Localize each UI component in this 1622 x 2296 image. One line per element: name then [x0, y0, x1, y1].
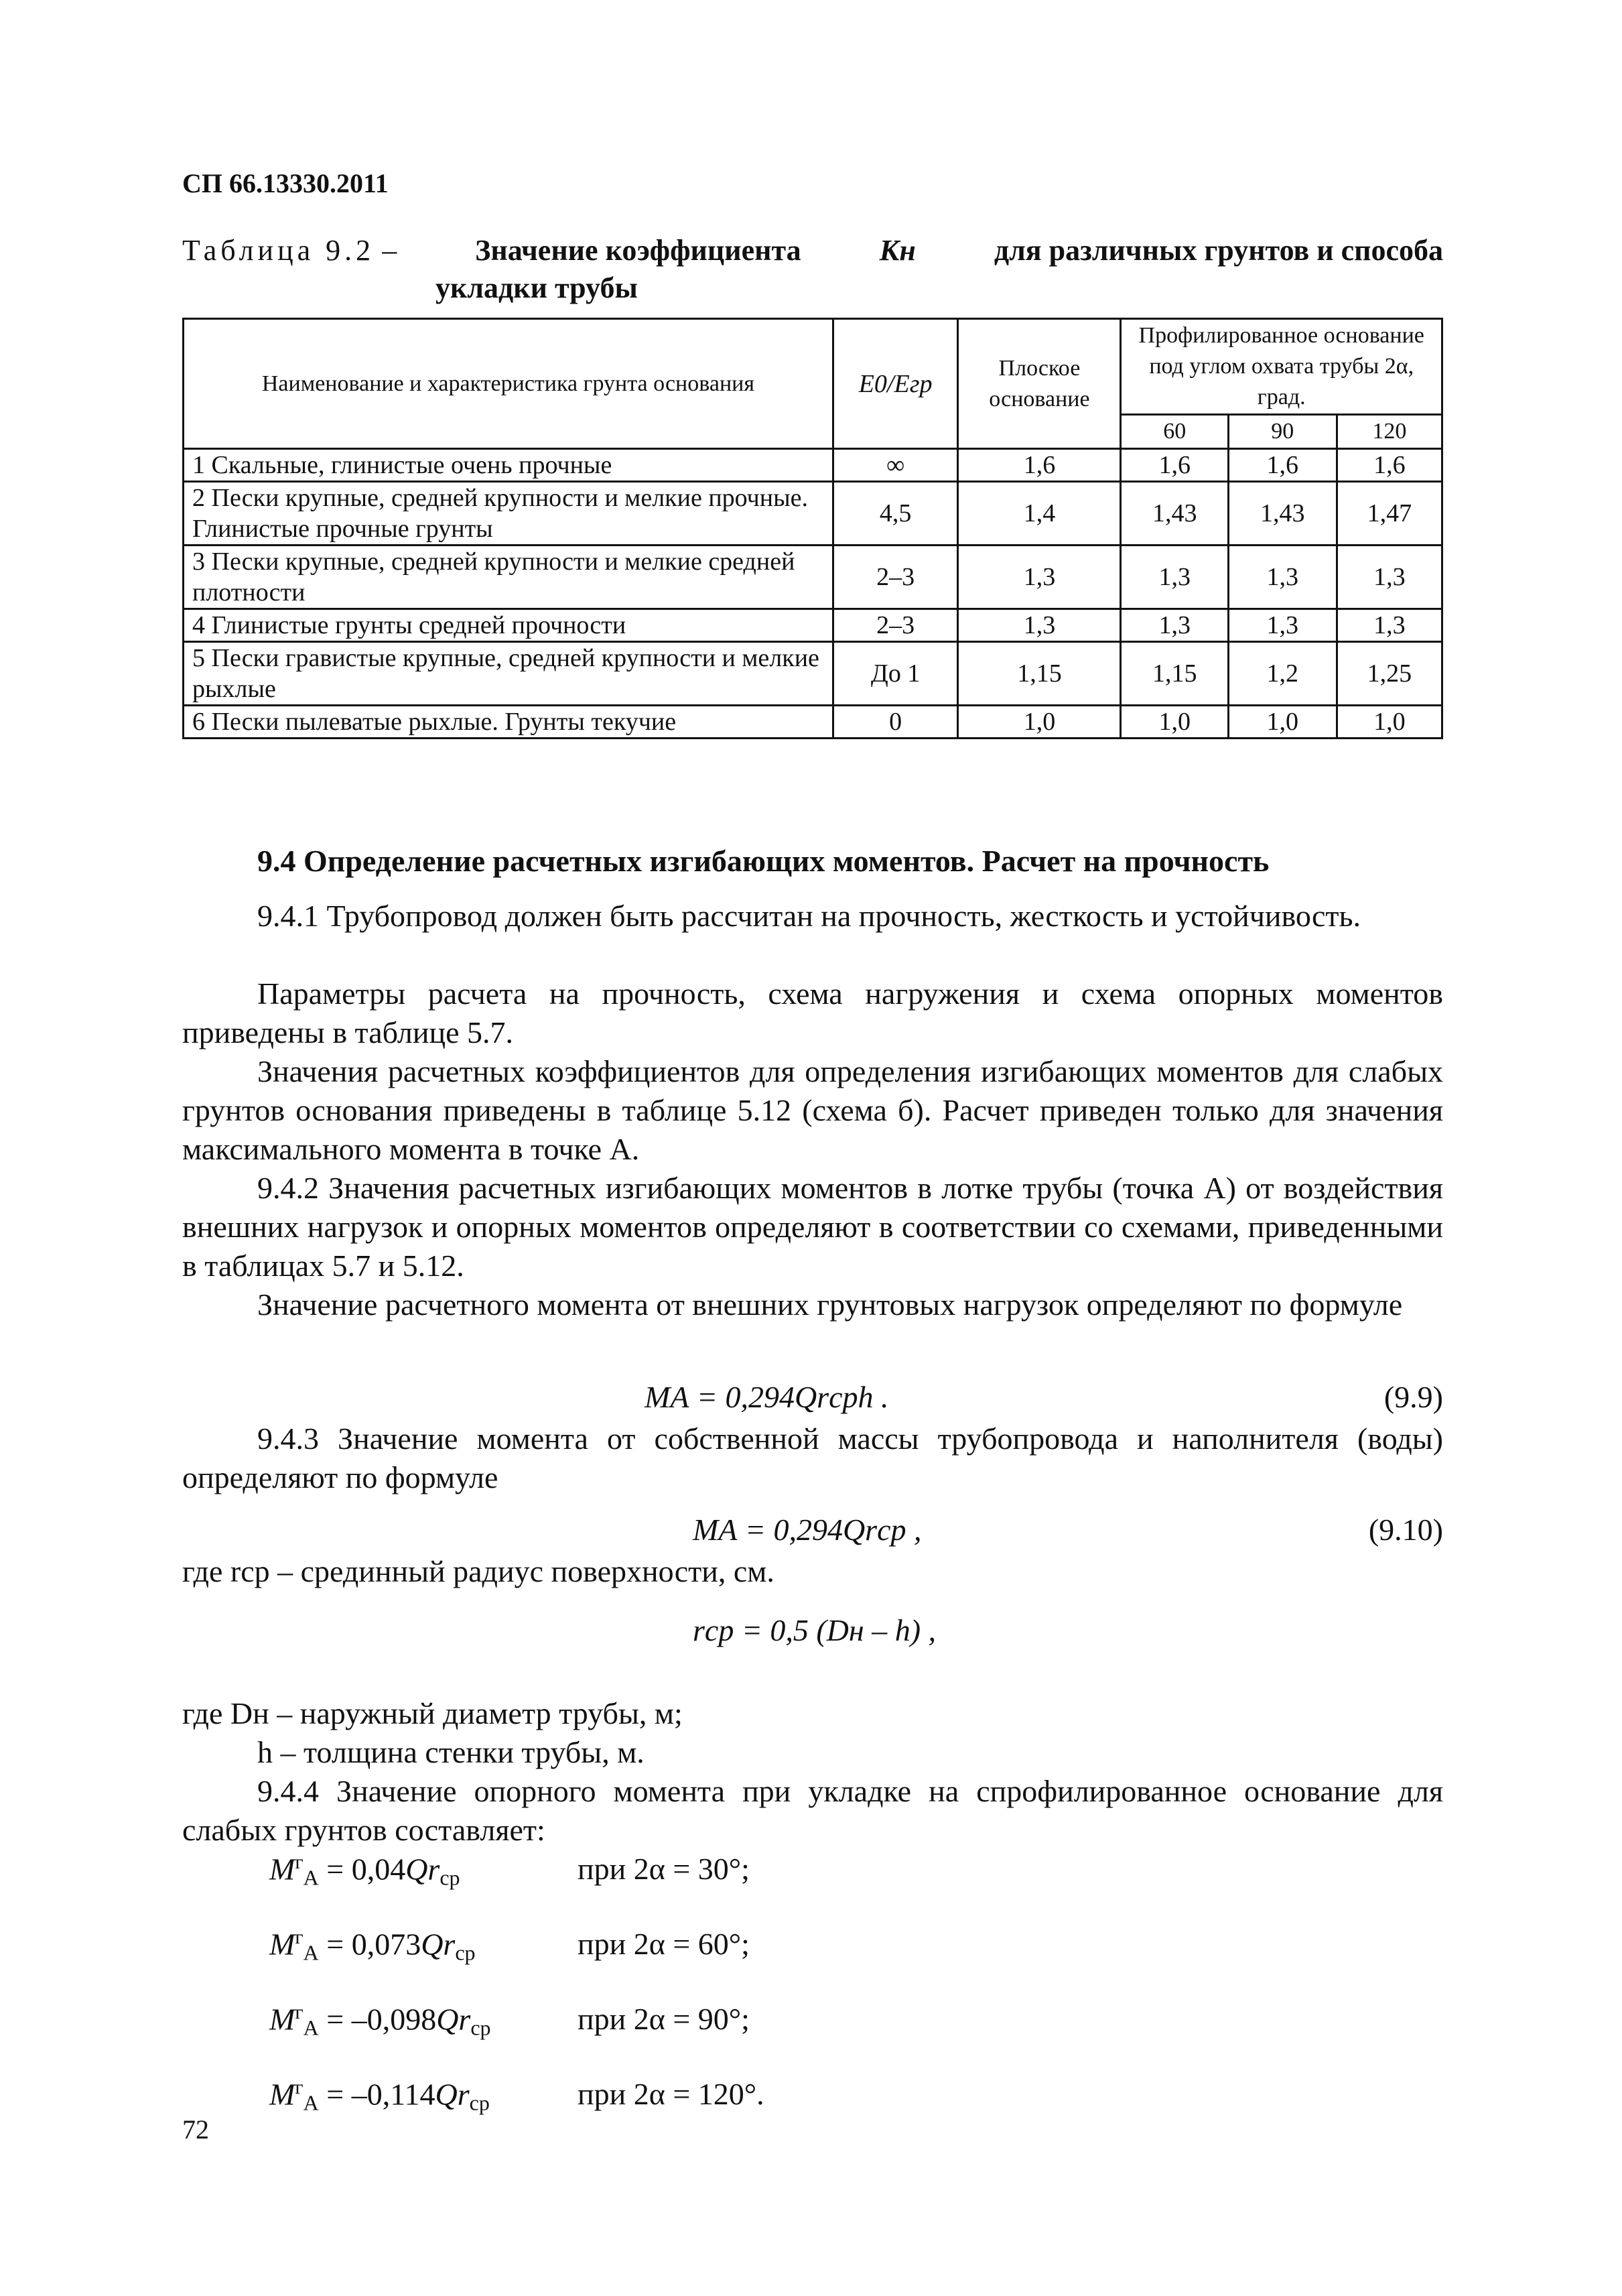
cell-name: 5 Пески гравистые крупные, средней крупности и мелкие рыхлые — [184, 642, 833, 706]
table-row — [184, 609, 1442, 642]
formula-9-10: MА = 0,294Qrср , — [693, 1513, 922, 1547]
cell-ratio: ∞ — [833, 449, 958, 482]
cell-a60: 1,43 — [1121, 482, 1229, 546]
cell-flat: 1,15 — [958, 642, 1121, 706]
formula-9-9-number: (9.9) — [1383, 1380, 1443, 1414]
cell-name: 6 Пески пылеватые рыхлые. Грунты текучие — [184, 706, 833, 739]
cell-ratio: 4,5 — [833, 482, 958, 546]
formula-9-10-number: (9.10) — [1368, 1513, 1443, 1547]
cell-name: 1 Скальные, глинистые очень прочные — [184, 449, 833, 482]
cell-a90: 1,43 — [1228, 482, 1337, 546]
moment-row: $M^г_А = -0,114Qr_{ср}$ при 2α = 120°. — [269, 2076, 764, 2115]
coefficient-table — [182, 318, 1443, 739]
cell-a60: 1,15 — [1121, 642, 1229, 706]
paragraph-9-4-3: 9.4.3 Значение момента от собственной массы трубопровода и наполнителя (воды) определяют по формуле — [182, 1421, 1443, 1494]
table-row — [184, 482, 1442, 546]
cell-a60: 1,6 — [1121, 449, 1229, 482]
moment-condition: при 2α = 120°. — [578, 2077, 764, 2112]
header-flat-base: Плоское основание — [958, 319, 1121, 449]
header-angle-90: 90 — [1228, 415, 1337, 449]
moment-condition: при 2α = 90°; — [578, 2002, 750, 2037]
page-number: 72 — [182, 2114, 209, 2145]
moment-coef: –0,098 — [351, 2002, 437, 2037]
cell-flat: 1,4 — [958, 482, 1121, 546]
cell-a120: 1,47 — [1337, 482, 1442, 546]
moment-condition: при 2α = 30°; — [578, 1852, 750, 1887]
table-row — [184, 642, 1442, 706]
table-caption-text-b: для различных грунтов и способа — [994, 234, 1443, 267]
section-heading: 9.4 Определение расчетных изгибающих моментов. Расчет на прочность — [257, 844, 1270, 878]
header-modulus-ratio: E0/Eгр — [833, 319, 958, 449]
table-caption — [182, 232, 1443, 307]
paragraph-h-definition: h – толщина стенки трубы, м. — [257, 1735, 645, 1769]
cell-flat: 1,3 — [958, 546, 1121, 609]
paragraph-r-definition: где rср – срединный радиус поверхности, см. — [182, 1554, 774, 1588]
moment-row: $M^г_А = -0,098Qr_{ср}$ при 2α = 90°; — [269, 2001, 750, 2040]
cell-a120: 1,25 — [1337, 642, 1442, 706]
paragraph-parameters: Параметры расчета на прочность, схема нагружения и схема опорных моментов приведены в таблице 5.7. — [182, 976, 1443, 1049]
cell-flat: 1,0 — [958, 706, 1121, 739]
header-angle-60: 60 — [1121, 415, 1229, 449]
paragraph-9-4-2: 9.4.2 Значения расчетных изгибающих моментов в лотке трубы (точка А) от воздействия внешних нагрузок и опорных моментов определяют в соответствии со схемами, приведенными в таблицах 5.7 и 5.12. — [182, 1171, 1443, 1283]
cell-a60: 1,3 — [1121, 546, 1229, 609]
cell-a60: 1,0 — [1121, 706, 1229, 739]
table-caption-text-a: Значение коэффициента — [475, 234, 801, 267]
moment-condition: при 2α = 60°; — [578, 1927, 750, 1962]
cell-a90: 1,6 — [1228, 449, 1337, 482]
formula-r-mean: rср = 0,5 (Dн – h) , — [693, 1613, 937, 1647]
paragraph-formula-intro: Значение расчетного момента от внешних грунтовых нагрузок определяют по формуле — [257, 1287, 1403, 1322]
table-row — [184, 546, 1442, 609]
paragraph-coefficients: Значения расчетных коэффициентов для определения изгибающих моментов для слабых грунтов основания приведены в таблице 5.12 (схема б). Расчет приведен только для значения максимального момента в точке А. — [182, 1054, 1443, 1166]
header-angle-120: 120 — [1337, 415, 1442, 449]
cell-ratio: 0 — [833, 706, 958, 739]
cell-ratio: 2–3 — [833, 546, 958, 609]
cell-a120: 1,6 — [1337, 449, 1442, 482]
cell-a90: 1,0 — [1228, 706, 1337, 739]
cell-flat: 1,6 — [958, 449, 1121, 482]
table-caption-dash: – — [375, 234, 397, 267]
paragraph-d-definition: где Dн – наружный диаметр трубы, м; — [182, 1696, 683, 1730]
cell-a120: 1,3 — [1337, 609, 1442, 642]
cell-a60: 1,3 — [1121, 609, 1229, 642]
cell-ratio: 2–3 — [833, 609, 958, 642]
paragraph-9-4-1: 9.4.1 Трубопровод должен быть рассчитан на прочность, жесткость и устойчивость. — [257, 899, 1361, 933]
ratio-denominator: Eгр — [894, 369, 933, 398]
cell-a90: 1,3 — [1228, 546, 1337, 609]
cell-flat: 1,3 — [958, 609, 1121, 642]
moment-coef: 0,073 — [351, 1927, 421, 1962]
paragraph-9-4-4: 9.4.4 Значение опорного момента при укладке на спрофилированное основание для слабых грунтов составляет: — [182, 1774, 1443, 1847]
cell-a90: 1,3 — [1228, 609, 1337, 642]
ratio-numerator: E0 — [858, 369, 887, 398]
table-row — [184, 449, 1442, 482]
table-caption-symbol: Кн — [879, 234, 916, 267]
cell-name: 3 Пески крупные, средней крупности и мелкие средней плотности — [184, 546, 833, 609]
moment-coef: 0,04 — [351, 1852, 406, 1887]
moment-row: $M^г_А = 0,073Qr_{ср}$ при 2α = 60°; — [269, 1926, 750, 1965]
table-caption-lead: Таблица 9.2 — [182, 234, 375, 267]
cell-name: 2 Пески крупные, средней крупности и мелкие прочные. Глинистые прочные грунты — [184, 482, 833, 546]
cell-name: 4 Глинистые грунты средней прочности — [184, 609, 833, 642]
header-soil-name: Наименование и характеристика грунта основания — [184, 319, 833, 449]
table-caption-text-c: укладки трубы — [435, 271, 638, 304]
moment-row: $M^г_А = 0,04Qr_{ср}$ при 2α = 30°; — [269, 1851, 750, 1890]
document-code: СП 66.13330.2011 — [182, 168, 389, 198]
header-profiled-base: Профилированное основание под углом охвата трубы 2α, град. — [1121, 319, 1442, 415]
formula-9-9: MА = 0,294Qrсрh . — [645, 1380, 889, 1414]
cell-a120: 1,3 — [1337, 546, 1442, 609]
cell-ratio: До 1 — [833, 642, 958, 706]
cell-a90: 1,2 — [1228, 642, 1337, 706]
table-row — [184, 706, 1442, 739]
moment-coef: –0,114 — [351, 2077, 435, 2112]
cell-a120: 1,0 — [1337, 706, 1442, 739]
